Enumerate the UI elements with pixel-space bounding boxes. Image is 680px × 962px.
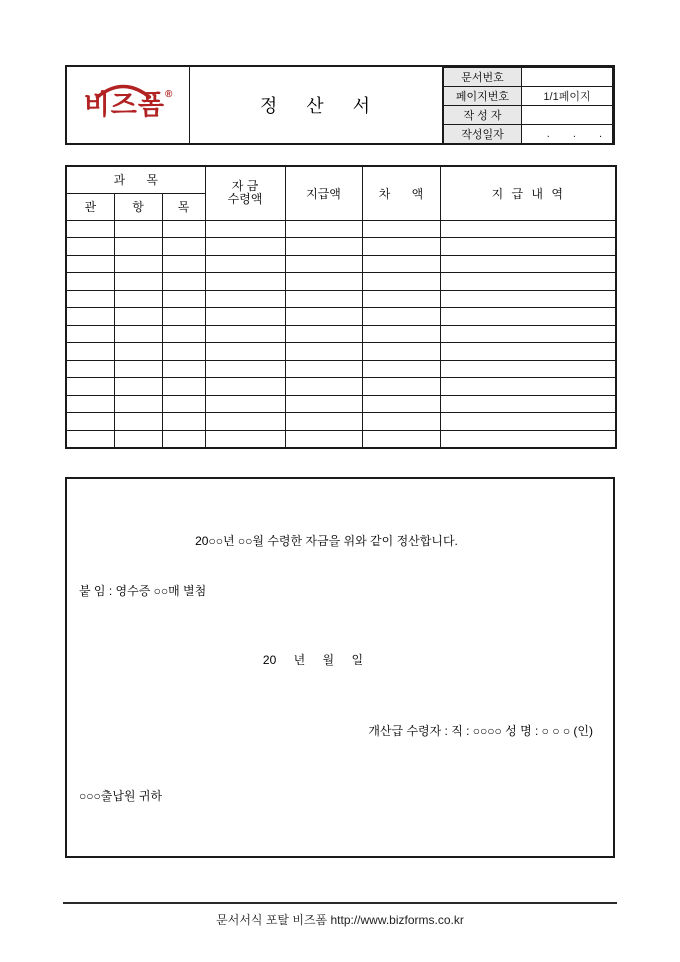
empty-cell (285, 430, 362, 448)
empty-cell (114, 325, 162, 343)
date-line: 20 년 월 일 (262, 653, 364, 667)
doc-info-row (444, 68, 613, 87)
empty-cell (114, 273, 162, 291)
empty-cell (114, 395, 162, 413)
empty-cell (114, 255, 162, 273)
empty-cell (114, 430, 162, 448)
statement-box (65, 477, 615, 858)
empty-cell (440, 273, 616, 291)
fund-received-header (205, 166, 285, 220)
empty-cell (66, 413, 114, 431)
empty-cell (285, 238, 362, 256)
settlement-statement: 20○○년 ○○월 수령한 자금을 위와 같이 정산합니다. (195, 534, 458, 548)
empty-cell (205, 273, 285, 291)
doc-info-row (444, 87, 613, 106)
empty-cell (440, 220, 616, 238)
empty-cell (285, 255, 362, 273)
empty-cell (440, 308, 616, 326)
empty-cell (285, 308, 362, 326)
signer-line: 개산급 수령자 : 직 : ○○○○ 성 명 : ○ ○ ○ (인) (368, 724, 593, 738)
empty-cell (162, 220, 205, 238)
gwan-header: 관 (66, 193, 114, 220)
doc-number-label: 문서번호 (444, 68, 522, 87)
empty-cell (114, 413, 162, 431)
page-number-value: 1/1페이지 (522, 87, 613, 106)
empty-row (66, 395, 616, 413)
empty-cell (440, 343, 616, 361)
page-number-label: 페이지번호 (444, 87, 522, 106)
document-title: 정 산 서 (190, 67, 443, 143)
empty-cell (440, 360, 616, 378)
empty-cell (440, 413, 616, 431)
empty-cell (114, 343, 162, 361)
empty-cell (285, 343, 362, 361)
empty-cell (162, 395, 205, 413)
empty-cell (66, 343, 114, 361)
empty-cell (362, 430, 440, 448)
empty-cell (205, 378, 285, 396)
empty-row (66, 325, 616, 343)
bizforms-logo (83, 88, 173, 120)
empty-cell (362, 395, 440, 413)
empty-cell (205, 325, 285, 343)
empty-cell (362, 413, 440, 431)
empty-cell (205, 255, 285, 273)
empty-cell (114, 238, 162, 256)
empty-cell (114, 378, 162, 396)
empty-cell (362, 308, 440, 326)
fund-received-line2: 수령액 (227, 192, 263, 207)
logo-cell (67, 67, 190, 143)
empty-cell (66, 378, 114, 396)
empty-row (66, 360, 616, 378)
doc-info-row (444, 125, 613, 144)
difference-header: 차 액 (362, 166, 440, 220)
category-group-header: 과 목 (66, 166, 205, 193)
empty-cell (285, 290, 362, 308)
empty-cell (114, 220, 162, 238)
registered-mark-icon: ® (164, 88, 173, 100)
empty-cell (440, 255, 616, 273)
doc-number-value (522, 68, 613, 87)
empty-cell (66, 325, 114, 343)
empty-cell (205, 290, 285, 308)
empty-cell (162, 238, 205, 256)
date-written-label: 작성일자 (444, 125, 522, 144)
empty-cell (205, 413, 285, 431)
form-header (65, 65, 615, 145)
empty-cell (285, 395, 362, 413)
empty-cell (66, 273, 114, 291)
empty-cell (114, 360, 162, 378)
empty-cell (285, 273, 362, 291)
empty-cell (162, 430, 205, 448)
author-value (522, 106, 613, 125)
empty-cell (285, 413, 362, 431)
empty-row (66, 308, 616, 326)
empty-cell (162, 255, 205, 273)
empty-cell (362, 378, 440, 396)
empty-cell (66, 220, 114, 238)
empty-cell (205, 343, 285, 361)
empty-cell (362, 290, 440, 308)
empty-cell (66, 430, 114, 448)
empty-cell (362, 273, 440, 291)
empty-cell (205, 238, 285, 256)
empty-cell (162, 325, 205, 343)
empty-row (66, 238, 616, 256)
mok-header: 목 (162, 193, 205, 220)
empty-cell (162, 378, 205, 396)
empty-row (66, 290, 616, 308)
empty-row (66, 255, 616, 273)
settlement-table-header (66, 166, 616, 220)
empty-cell (66, 395, 114, 413)
empty-row (66, 413, 616, 431)
empty-cell (362, 255, 440, 273)
doc-info-table (443, 67, 613, 144)
payment-details-header: 지 급 내 역 (440, 166, 616, 220)
settlement-table (65, 165, 617, 449)
empty-cell (362, 325, 440, 343)
footer-credit: 문서서식 포탈 비즈폼 http://www.bizforms.co.kr (216, 913, 464, 927)
empty-cell (205, 395, 285, 413)
empty-cell (162, 360, 205, 378)
settlement-table-body (66, 220, 616, 448)
recipient-line: ○○○출납원 귀하 (79, 789, 163, 803)
empty-cell (162, 413, 205, 431)
attachment-note: 붙 임 : 영수증 ○○매 별첨 (79, 584, 207, 598)
empty-row (66, 430, 616, 448)
empty-cell (114, 290, 162, 308)
doc-info-cell (443, 67, 613, 143)
empty-cell (362, 238, 440, 256)
empty-row (66, 378, 616, 396)
empty-row (66, 343, 616, 361)
empty-cell (162, 273, 205, 291)
date-written-value: . . . (522, 125, 613, 144)
author-label: 작 성 자 (444, 106, 522, 125)
empty-cell (285, 360, 362, 378)
footer-divider (63, 902, 617, 904)
empty-cell (162, 308, 205, 326)
empty-cell (66, 238, 114, 256)
empty-cell (66, 308, 114, 326)
empty-cell (205, 220, 285, 238)
empty-cell (205, 430, 285, 448)
fund-received-line1: 자 금 (231, 179, 259, 194)
empty-row (66, 220, 616, 238)
empty-cell (362, 220, 440, 238)
hang-header: 항 (114, 193, 162, 220)
empty-cell (285, 378, 362, 396)
empty-cell (66, 255, 114, 273)
empty-cell (114, 308, 162, 326)
empty-cell (440, 325, 616, 343)
empty-cell (440, 430, 616, 448)
logo-arc-icon (94, 83, 152, 99)
doc-info-row (444, 106, 613, 125)
empty-cell (285, 220, 362, 238)
empty-cell (440, 395, 616, 413)
empty-cell (285, 325, 362, 343)
logo-text: 비즈폼 (83, 89, 165, 120)
empty-cell (162, 343, 205, 361)
empty-cell (205, 308, 285, 326)
empty-cell (66, 360, 114, 378)
empty-cell (205, 360, 285, 378)
empty-cell (440, 378, 616, 396)
empty-cell (162, 290, 205, 308)
empty-row (66, 273, 616, 291)
empty-cell (362, 343, 440, 361)
empty-cell (440, 238, 616, 256)
empty-cell (66, 290, 114, 308)
payment-amount-header: 지급액 (285, 166, 362, 220)
empty-cell (440, 290, 616, 308)
empty-cell (362, 360, 440, 378)
